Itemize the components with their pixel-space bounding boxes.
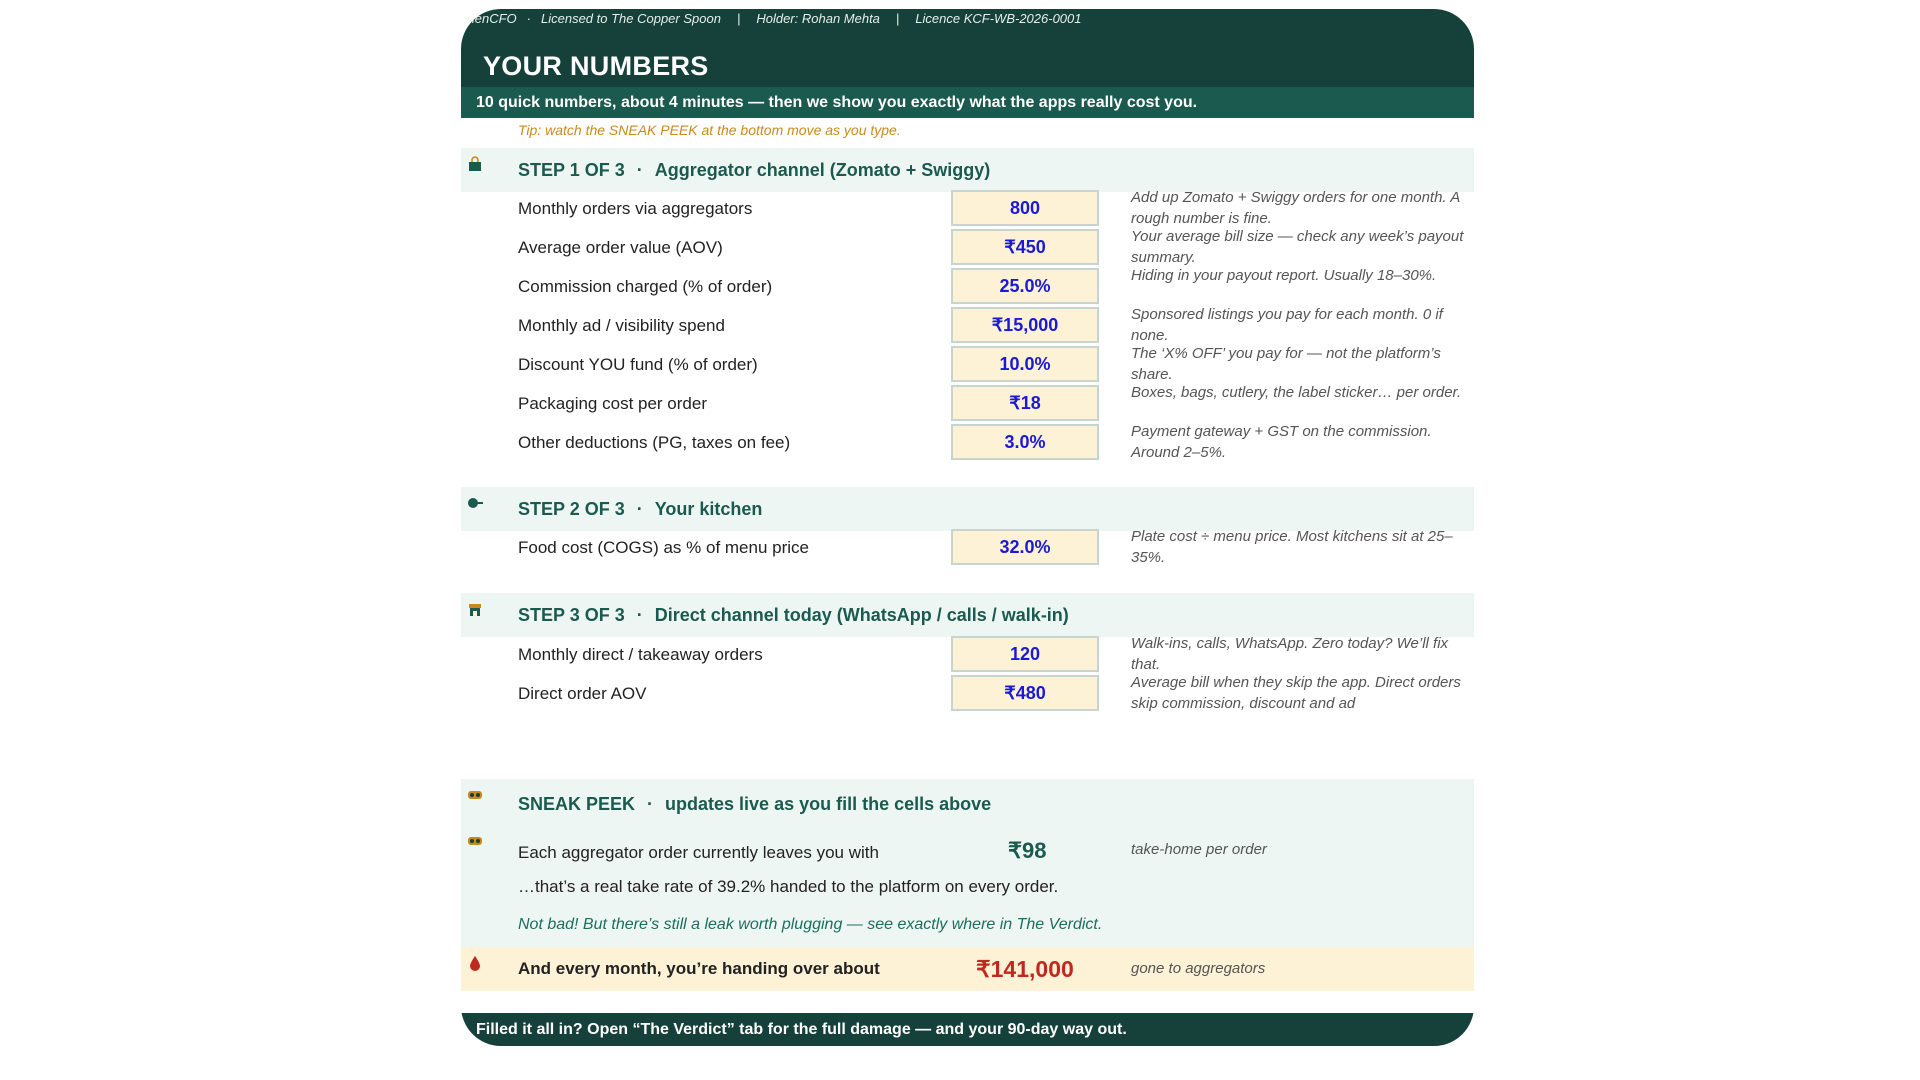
frying-pan-icon	[467, 495, 483, 511]
input-discount[interactable]: 10.0%	[951, 346, 1099, 382]
step-1-header	[461, 148, 1474, 192]
hint-other-deductions: Payment gateway + GST on the commission. Around 2–5%.	[1131, 423, 1432, 461]
step-1-label	[518, 160, 990, 181]
per-order-note: take-home per order	[1131, 841, 1267, 858]
step-3-header	[461, 593, 1474, 637]
input-monthly-orders[interactable]: 800	[951, 190, 1099, 226]
input-food-cost[interactable]: 32.0%	[951, 529, 1099, 565]
step-name: Your kitchen	[654, 499, 763, 519]
step-dot: ·	[636, 160, 643, 180]
input-direct-aov[interactable]: ₹480	[951, 675, 1099, 711]
step-number: STEP 3 OF 3	[518, 605, 625, 625]
hint-ad-spend: Sponsored listings you pay for each month. 0 if none.	[1131, 306, 1443, 344]
licence-separator: |	[736, 11, 741, 26]
page-title: YOUR NUMBERS	[483, 51, 709, 81]
spreadsheet-sheet	[461, 9, 1474, 1046]
step-name: Aggregator channel (Zomato + Swiggy)	[654, 160, 991, 180]
hint-commission: Hiding in your payout report. Usually 18–30%.	[1131, 267, 1437, 284]
monthly-loss-value: ₹141,000	[976, 956, 1074, 982]
hint-aov: Your average bill size — check any week’s payout summary.	[1131, 228, 1464, 266]
hint-food-cost: Plate cost ÷ menu price. Most kitchens sit at 25–35%.	[1131, 528, 1453, 566]
input-direct-orders[interactable]: 120	[951, 636, 1099, 672]
hint-direct-aov: Average bill when they skip the app. Direct orders skip commission, discount and ad	[1131, 674, 1461, 712]
licence-separator: |	[895, 11, 900, 26]
hint-monthly-orders: Add up Zomato + Swiggy orders for one month. A rough number is fine.	[1131, 189, 1460, 227]
input-packaging[interactable]: ₹18	[951, 385, 1099, 421]
licence-holder: Holder: Rohan Mehta	[756, 11, 880, 26]
licence-dot: ·	[526, 11, 531, 26]
step-number: STEP 2 OF 3	[518, 499, 625, 519]
tip-text: Tip: watch the SNEAK PEEK at the bottom move as you type.	[518, 122, 901, 138]
sneak-peek-subtitle: updates live as you fill the cells above	[665, 794, 992, 814]
verdict-hint: Not bad! But there’s still a leak worth plugging — see exactly where in The Verdict.	[518, 916, 1103, 933]
hint-packaging: Boxes, bags, cutlery, the label sticker… per order.	[1131, 384, 1462, 401]
hint-direct-orders: Walk-ins, calls, WhatsApp. Zero today? We’ll fix that.	[1131, 635, 1449, 673]
input-aov[interactable]: ₹450	[951, 229, 1099, 265]
step-2-header	[461, 487, 1474, 531]
row-label-direct-orders: Monthly direct / takeaway orders	[518, 645, 763, 664]
subtitle-bar	[461, 87, 1474, 118]
monthly-loss-bar	[461, 947, 1474, 991]
sneak-peek-dot: ·	[647, 794, 654, 814]
eyes-icon	[467, 787, 483, 803]
row-label-monthly-orders: Monthly orders via aggregators	[518, 199, 753, 218]
footer-bar	[461, 1013, 1474, 1046]
row-label-packaging: Packaging cost per order	[518, 394, 707, 413]
app-name: chenCFO	[461, 11, 517, 26]
input-ad-spend[interactable]: ₹15,000	[951, 307, 1099, 343]
step-2-label	[518, 499, 762, 520]
step-dot: ·	[636, 499, 643, 519]
step-name: Direct channel today (WhatsApp / calls / walk-in)	[654, 605, 1069, 625]
hint-discount: The ‘X% OFF’ you pay for — not the platform’s share.	[1131, 345, 1441, 383]
row-label-commission: Commission charged (% of order)	[518, 277, 773, 296]
page-subtitle: 10 quick numbers, about 4 minutes — then we show you exactly what the apps really cost you.	[476, 94, 1198, 111]
shopping-bag-icon	[467, 156, 483, 172]
sneak-peek-heading: SNEAK PEEK	[518, 794, 636, 814]
input-commission[interactable]: 25.0%	[951, 268, 1099, 304]
licence-bar	[461, 9, 1474, 29]
footer-text: Filled it all in? Open “The Verdict” tab for the full damage — and your 90-day way out.	[476, 1021, 1127, 1038]
blood-drop-icon	[467, 955, 483, 971]
input-other-deductions[interactable]: 3.0%	[951, 424, 1099, 460]
row-label-direct-aov: Direct order AOV	[518, 684, 647, 703]
row-label-discount: Discount YOU fund (% of order)	[518, 355, 758, 374]
licensed-to: Licensed to The Copper Spoon	[540, 11, 721, 26]
row-label-food-cost: Food cost (COGS) as % of menu price	[518, 538, 809, 557]
licence-number: Licence KCF-WB-2026-0001	[915, 11, 1082, 26]
row-label-aov: Average order value (AOV)	[518, 238, 723, 257]
step-number: STEP 1 OF 3	[518, 160, 625, 180]
row-label-ad-spend: Monthly ad / visibility spend	[518, 316, 725, 335]
shop-icon	[467, 601, 483, 617]
sneak-peek-title	[518, 794, 991, 815]
row-label-other-deductions: Other deductions (PG, taxes on fee)	[518, 433, 791, 452]
title-bar	[461, 29, 1474, 95]
per-order-label: Each aggregator order currently leaves you with	[518, 843, 879, 862]
take-rate-line: …that’s a real take rate of 39.2% handed to the platform on every order.	[518, 877, 1059, 896]
monthly-loss-label: And every month, you’re handing over about	[518, 959, 880, 978]
eyes-icon	[467, 833, 483, 849]
monthly-loss-note: gone to aggregators	[1131, 960, 1266, 977]
step-3-label	[518, 605, 1069, 626]
per-order-value: ₹98	[1008, 838, 1047, 863]
step-dot: ·	[636, 605, 643, 625]
